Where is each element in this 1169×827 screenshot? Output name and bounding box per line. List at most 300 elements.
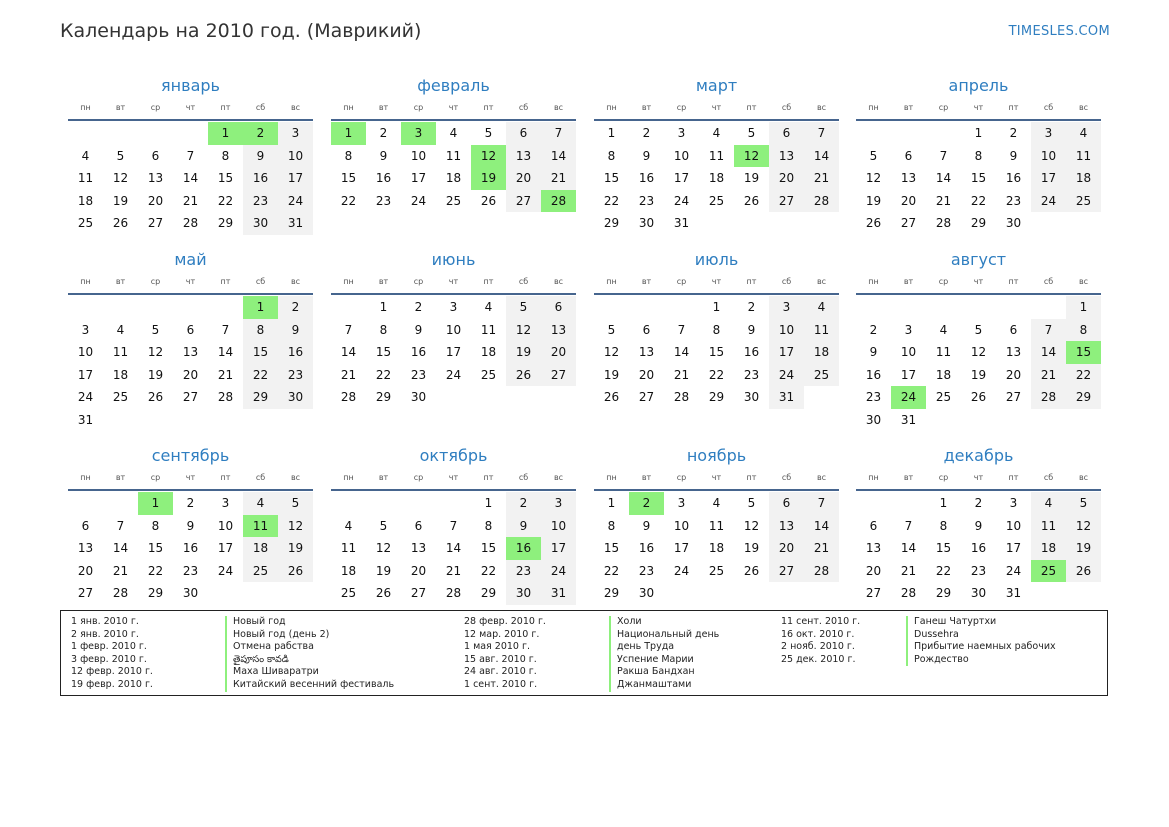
weekday-label: вс xyxy=(290,277,301,286)
month-9 xyxy=(68,445,313,605)
weekend-day-cell: 11 xyxy=(804,319,839,342)
day-cell: 4 xyxy=(81,148,90,163)
weekday-label: пн xyxy=(868,103,879,112)
weekend-day-cell: 12 xyxy=(1066,515,1101,538)
empty-day-cell xyxy=(1066,212,1101,235)
day-cell: 5 xyxy=(484,126,493,140)
weekend-day-cell: 27 xyxy=(541,364,576,387)
day-cell: 13 xyxy=(638,345,655,359)
weekday-header xyxy=(68,97,313,121)
day-cell: 26 xyxy=(375,586,392,600)
day-cell: 27 xyxy=(865,586,882,600)
day-cell: 3 xyxy=(1009,496,1018,510)
holiday-name: Успение Марии xyxy=(609,654,719,667)
day-cell: 17 xyxy=(673,541,690,555)
weekend-day-cell: 20 xyxy=(769,167,804,190)
day-cell: 13 xyxy=(410,541,427,555)
holiday-day-cell: 1 xyxy=(208,122,243,145)
day-cell: 24 xyxy=(673,193,690,208)
weekend-day-cell: 14 xyxy=(1031,341,1066,364)
weekday-label: сб xyxy=(781,103,792,112)
week-row xyxy=(68,122,313,145)
day-cell: 2 xyxy=(974,496,983,510)
day-cell: 12 xyxy=(865,171,882,185)
weekday-label: ср xyxy=(150,473,161,482)
day-cell: 22 xyxy=(340,193,357,208)
day-cell: 2 xyxy=(379,126,388,140)
weekend-day-cell: 21 xyxy=(1031,364,1066,387)
weekday-label: чт xyxy=(711,103,722,112)
month-name: июнь xyxy=(431,250,476,269)
empty-day-cell xyxy=(699,212,734,235)
holiday-legend xyxy=(60,610,1108,696)
day-cell: 3 xyxy=(677,126,686,140)
weekday-label: ср xyxy=(938,473,949,482)
day-cell: 25 xyxy=(935,390,952,404)
weekday-label: вс xyxy=(553,277,564,286)
day-cell: 24 xyxy=(1005,563,1022,578)
empty-day-cell xyxy=(103,409,138,432)
weekday-label: ср xyxy=(676,277,687,286)
weekend-day-cell: 22 xyxy=(1066,364,1101,387)
holiday-day-cell: 28 xyxy=(541,190,576,213)
weekday-label: пн xyxy=(606,473,617,482)
holiday-name: Новый год (день 2) xyxy=(225,629,394,642)
week-row xyxy=(594,582,839,605)
day-cell: 10 xyxy=(1005,518,1022,533)
day-cell: 31 xyxy=(673,216,690,230)
day-cell: 16 xyxy=(743,345,760,359)
day-cell: 28 xyxy=(112,586,129,600)
weekend-day-cell: 3 xyxy=(1031,122,1066,145)
holiday-name: Отмена рабства xyxy=(225,641,394,654)
day-cell: 27 xyxy=(147,216,164,230)
weekend-day-cell: 7 xyxy=(804,122,839,145)
day-cell: 10 xyxy=(445,322,462,337)
day-cell: 27 xyxy=(182,390,199,404)
week-row xyxy=(331,341,576,364)
weekend-day-cell: 27 xyxy=(769,560,804,583)
month-6 xyxy=(331,249,576,409)
day-cell: 15 xyxy=(970,171,987,185)
empty-day-cell xyxy=(629,296,664,319)
day-cell: 8 xyxy=(221,148,230,163)
holiday-date: 24 авг. 2010 г. xyxy=(464,666,537,678)
day-cell: 20 xyxy=(77,563,94,578)
day-cell: 23 xyxy=(182,563,199,578)
day-cell: 17 xyxy=(445,345,462,359)
holiday-day-cell: 1 xyxy=(138,492,173,515)
month-name: февраль xyxy=(417,76,490,95)
holiday-date: 1 мая 2010 г. xyxy=(464,641,530,653)
week-row xyxy=(331,319,576,342)
day-cell: 15 xyxy=(603,171,620,185)
day-cell: 11 xyxy=(935,345,952,359)
empty-day-cell xyxy=(1066,409,1101,432)
weekend-day-cell: 25 xyxy=(804,364,839,387)
weekday-label: пн xyxy=(606,277,617,286)
week-row xyxy=(68,212,313,235)
weekend-day-cell: 20 xyxy=(541,341,576,364)
day-cell: 25 xyxy=(340,586,357,600)
weekend-day-cell: 4 xyxy=(1066,122,1101,145)
day-cell: 14 xyxy=(340,345,357,359)
day-cell: 19 xyxy=(743,541,760,555)
weekday-label: вс xyxy=(1078,473,1089,482)
holiday-date: 11 сент. 2010 г. xyxy=(781,616,861,627)
day-cell: 15 xyxy=(375,345,392,359)
empty-day-cell xyxy=(138,296,173,319)
holiday-date: 25 дек. 2010 г. xyxy=(781,653,856,665)
day-cell: 14 xyxy=(217,345,234,359)
day-cell: 21 xyxy=(182,193,199,208)
day-cell: 7 xyxy=(904,518,913,533)
day-cell: 30 xyxy=(410,390,427,404)
empty-day-cell xyxy=(278,582,313,605)
day-cell: 3 xyxy=(904,322,913,337)
weekday-label: пт xyxy=(746,473,757,482)
weekday-label: вс xyxy=(553,473,564,482)
day-cell: 26 xyxy=(865,216,882,230)
day-cell: 4 xyxy=(449,126,458,140)
day-cell: 22 xyxy=(708,367,725,382)
day-cell: 5 xyxy=(116,148,125,163)
empty-day-cell xyxy=(961,296,996,319)
weekday-label: чт xyxy=(185,277,196,286)
weekday-label: пт xyxy=(220,473,231,482)
weekday-label: пт xyxy=(1008,277,1019,286)
day-cell: 29 xyxy=(935,586,952,600)
week-row xyxy=(331,582,576,605)
legend-names-column xyxy=(906,616,1056,666)
day-cell: 9 xyxy=(974,518,983,533)
empty-day-cell xyxy=(208,296,243,319)
holiday-day-cell: 12 xyxy=(734,145,769,168)
weekday-label: чт xyxy=(448,473,459,482)
weekday-label: пт xyxy=(746,103,757,112)
weekday-label: вт xyxy=(378,473,389,482)
day-cell: 27 xyxy=(1005,390,1022,404)
weekend-day-cell: 14 xyxy=(804,515,839,538)
weekend-day-cell: 21 xyxy=(804,537,839,560)
month-name: ноябрь xyxy=(686,446,747,465)
site-link[interactable]: TIMESLES.COM xyxy=(1008,24,1110,39)
weekday-label: чт xyxy=(973,473,984,482)
day-cell: 17 xyxy=(900,367,917,382)
holiday-name: Ганеш Чатуртхи xyxy=(906,616,1056,629)
holiday-day-cell: 16 xyxy=(506,537,541,560)
holiday-date: 12 февр. 2010 г. xyxy=(71,666,153,678)
day-cell: 26 xyxy=(743,193,760,208)
holiday-name: Китайский весенний фестиваль xyxy=(225,679,394,692)
day-cell: 9 xyxy=(642,148,651,163)
weekend-day-cell: 4 xyxy=(804,296,839,319)
weekday-label: вс xyxy=(816,103,827,112)
day-cell: 23 xyxy=(638,563,655,578)
weekend-day-cell: 17 xyxy=(541,537,576,560)
day-cell: 23 xyxy=(410,367,427,382)
empty-day-cell xyxy=(436,492,471,515)
day-cell: 26 xyxy=(743,563,760,578)
day-cell: 16 xyxy=(638,541,655,555)
day-cell: 24 xyxy=(217,563,234,578)
weekday-label: пн xyxy=(80,277,91,286)
day-cell: 16 xyxy=(182,541,199,555)
weekend-day-cell: 24 xyxy=(278,190,313,213)
weekend-day-cell: 26 xyxy=(506,364,541,387)
day-cell: 30 xyxy=(182,586,199,600)
day-cell: 8 xyxy=(607,148,616,163)
empty-day-cell xyxy=(1066,582,1101,605)
day-cell: 16 xyxy=(410,345,427,359)
weekday-header xyxy=(331,97,576,121)
empty-day-cell xyxy=(891,492,926,515)
weekend-day-cell: 20 xyxy=(769,537,804,560)
empty-day-cell xyxy=(278,409,313,432)
day-cell: 19 xyxy=(970,367,987,382)
holiday-date: 12 мар. 2010 г. xyxy=(464,628,540,640)
empty-day-cell xyxy=(891,296,926,319)
empty-day-cell xyxy=(961,409,996,432)
holiday-day-cell: 1 xyxy=(331,122,366,145)
empty-day-cell xyxy=(804,386,839,409)
weekend-day-cell: 24 xyxy=(541,560,576,583)
weekday-label: пн xyxy=(80,103,91,112)
day-cell: 30 xyxy=(1005,216,1022,230)
month-2 xyxy=(331,75,576,212)
empty-day-cell xyxy=(68,122,103,145)
day-cell: 14 xyxy=(935,171,952,185)
day-cell: 20 xyxy=(900,193,917,208)
holiday-day-cell: 2 xyxy=(629,492,664,515)
day-cell: 17 xyxy=(673,171,690,185)
day-cell: 18 xyxy=(340,563,357,578)
day-cell: 13 xyxy=(865,541,882,555)
day-cell: 30 xyxy=(743,390,760,404)
holiday-name: день Труда xyxy=(609,641,719,654)
empty-day-cell xyxy=(769,212,804,235)
weekday-label: вс xyxy=(816,277,827,286)
weekday-label: сб xyxy=(1043,473,1054,482)
day-cell: 2 xyxy=(1009,126,1018,140)
weekend-day-cell: 19 xyxy=(278,537,313,560)
day-cell: 5 xyxy=(747,126,756,140)
weekday-header xyxy=(856,271,1101,295)
weekday-label: сб xyxy=(1043,103,1054,112)
day-cell: 8 xyxy=(484,518,493,533)
day-cell: 25 xyxy=(77,216,94,230)
day-cell: 23 xyxy=(375,193,392,208)
week-row xyxy=(331,122,576,145)
empty-day-cell xyxy=(926,296,961,319)
week-row xyxy=(331,190,576,213)
day-cell: 2 xyxy=(186,496,195,510)
weekend-day-cell: 12 xyxy=(278,515,313,538)
holiday-name: Рождество xyxy=(906,654,1056,667)
week-row xyxy=(594,190,839,213)
day-cell: 28 xyxy=(445,586,462,600)
day-cell: 20 xyxy=(182,367,199,382)
month-name: октябрь xyxy=(419,446,488,465)
day-cell: 6 xyxy=(81,518,90,533)
day-cell: 24 xyxy=(673,563,690,578)
weekend-day-cell: 26 xyxy=(1066,560,1101,583)
week-row xyxy=(856,167,1101,190)
week-row xyxy=(856,386,1101,409)
week-row xyxy=(68,145,313,168)
weekday-label: ср xyxy=(150,277,161,286)
empty-day-cell xyxy=(804,212,839,235)
day-cell: 22 xyxy=(217,193,234,208)
weekday-label: сб xyxy=(518,277,529,286)
weekday-label: вт xyxy=(641,103,652,112)
day-cell: 1 xyxy=(607,126,616,140)
weekday-label: чт xyxy=(185,473,196,482)
day-cell: 6 xyxy=(414,518,423,533)
day-cell: 18 xyxy=(480,345,497,359)
weekday-label: вт xyxy=(641,473,652,482)
holiday-date: 1 сент. 2010 г. xyxy=(464,678,538,690)
weekend-day-cell: 18 xyxy=(1066,167,1101,190)
day-cell: 21 xyxy=(445,563,462,578)
week-row xyxy=(68,319,313,342)
week-row xyxy=(594,122,839,145)
day-cell: 5 xyxy=(151,322,160,337)
day-cell: 22 xyxy=(935,563,952,578)
month-7 xyxy=(594,249,839,409)
holiday-name: Маха Шиваратри xyxy=(225,666,394,679)
weekday-label: вт xyxy=(903,277,914,286)
day-cell: 13 xyxy=(77,541,94,555)
week-row xyxy=(68,296,313,319)
day-cell: 15 xyxy=(217,171,234,185)
day-cell: 1 xyxy=(939,496,948,510)
weekend-day-cell: 18 xyxy=(1031,537,1066,560)
weekend-day-cell: 19 xyxy=(1066,537,1101,560)
week-row xyxy=(68,582,313,605)
day-cell: 8 xyxy=(607,518,616,533)
day-cell: 30 xyxy=(865,412,882,427)
day-cell: 11 xyxy=(77,171,94,185)
day-cell: 16 xyxy=(638,171,655,185)
weekend-day-cell: 9 xyxy=(278,319,313,342)
holiday-day-cell: 3 xyxy=(401,122,436,145)
weekend-day-cell: 13 xyxy=(506,145,541,168)
weekend-day-cell: 4 xyxy=(1031,492,1066,515)
weekend-day-cell: 6 xyxy=(769,122,804,145)
week-row xyxy=(68,560,313,583)
month-4 xyxy=(856,75,1101,235)
day-cell: 31 xyxy=(900,412,917,427)
empty-day-cell xyxy=(173,296,208,319)
day-cell: 8 xyxy=(712,322,721,337)
empty-day-cell xyxy=(243,582,278,605)
week-row xyxy=(856,122,1101,145)
weekday-label: сб xyxy=(255,103,266,112)
weekday-label: вт xyxy=(378,277,389,286)
week-row xyxy=(594,167,839,190)
weekday-label: вс xyxy=(1078,103,1089,112)
weekday-header xyxy=(594,97,839,121)
week-row xyxy=(594,560,839,583)
weekday-label: вс xyxy=(290,473,301,482)
day-cell: 11 xyxy=(708,148,725,163)
week-row xyxy=(68,364,313,387)
day-cell: 18 xyxy=(112,367,129,382)
day-cell: 12 xyxy=(743,518,760,533)
day-cell: 13 xyxy=(900,171,917,185)
day-cell: 31 xyxy=(77,412,94,427)
holiday-name: Прибытие наемных рабочих xyxy=(906,641,1056,654)
day-cell: 20 xyxy=(865,563,882,578)
day-cell: 27 xyxy=(77,586,94,600)
empty-day-cell xyxy=(1031,409,1066,432)
day-cell: 10 xyxy=(410,148,427,163)
empty-day-cell xyxy=(699,582,734,605)
day-cell: 2 xyxy=(642,126,651,140)
empty-day-cell xyxy=(471,386,506,409)
day-cell: 14 xyxy=(673,345,690,359)
week-row xyxy=(856,560,1101,583)
day-cell: 7 xyxy=(186,148,195,163)
day-cell: 13 xyxy=(182,345,199,359)
month-name: август xyxy=(950,250,1007,269)
weekday-header xyxy=(68,467,313,491)
holiday-name: Dussehra xyxy=(906,629,1056,642)
legend-dates-column xyxy=(71,616,153,692)
week-row xyxy=(68,537,313,560)
weekend-day-cell: 23 xyxy=(506,560,541,583)
weekend-day-cell: 28 xyxy=(1031,386,1066,409)
weekend-day-cell: 31 xyxy=(541,582,576,605)
day-cell: 21 xyxy=(112,563,129,578)
weekend-day-cell: 11 xyxy=(1031,515,1066,538)
week-row xyxy=(68,341,313,364)
day-cell: 28 xyxy=(673,390,690,404)
month-1 xyxy=(68,75,313,235)
day-cell: 8 xyxy=(974,148,983,163)
day-cell: 19 xyxy=(147,367,164,382)
weekday-label: сб xyxy=(518,473,529,482)
weekend-day-cell: 8 xyxy=(243,319,278,342)
week-row xyxy=(856,492,1101,515)
weekend-day-cell: 30 xyxy=(243,212,278,235)
day-cell: 3 xyxy=(677,496,686,510)
day-cell: 2 xyxy=(414,300,423,314)
day-cell: 12 xyxy=(147,345,164,359)
empty-day-cell xyxy=(856,492,891,515)
day-cell: 12 xyxy=(375,541,392,555)
weekday-header xyxy=(594,467,839,491)
day-cell: 30 xyxy=(970,586,987,600)
week-row xyxy=(856,145,1101,168)
day-cell: 11 xyxy=(480,322,497,337)
week-row xyxy=(594,537,839,560)
weekend-day-cell: 12 xyxy=(506,319,541,342)
empty-day-cell xyxy=(173,122,208,145)
empty-day-cell xyxy=(1031,582,1066,605)
weekend-day-cell: 18 xyxy=(804,341,839,364)
weekday-label: сб xyxy=(518,103,529,112)
holiday-date: 2 нояб. 2010 г. xyxy=(781,641,855,653)
weekend-day-cell: 9 xyxy=(506,515,541,538)
day-cell: 7 xyxy=(677,322,686,337)
weekend-day-cell: 22 xyxy=(243,364,278,387)
holiday-day-cell: 2 xyxy=(243,122,278,145)
day-cell: 25 xyxy=(445,193,462,208)
day-cell: 12 xyxy=(112,171,129,185)
day-cell: 1 xyxy=(379,300,388,314)
